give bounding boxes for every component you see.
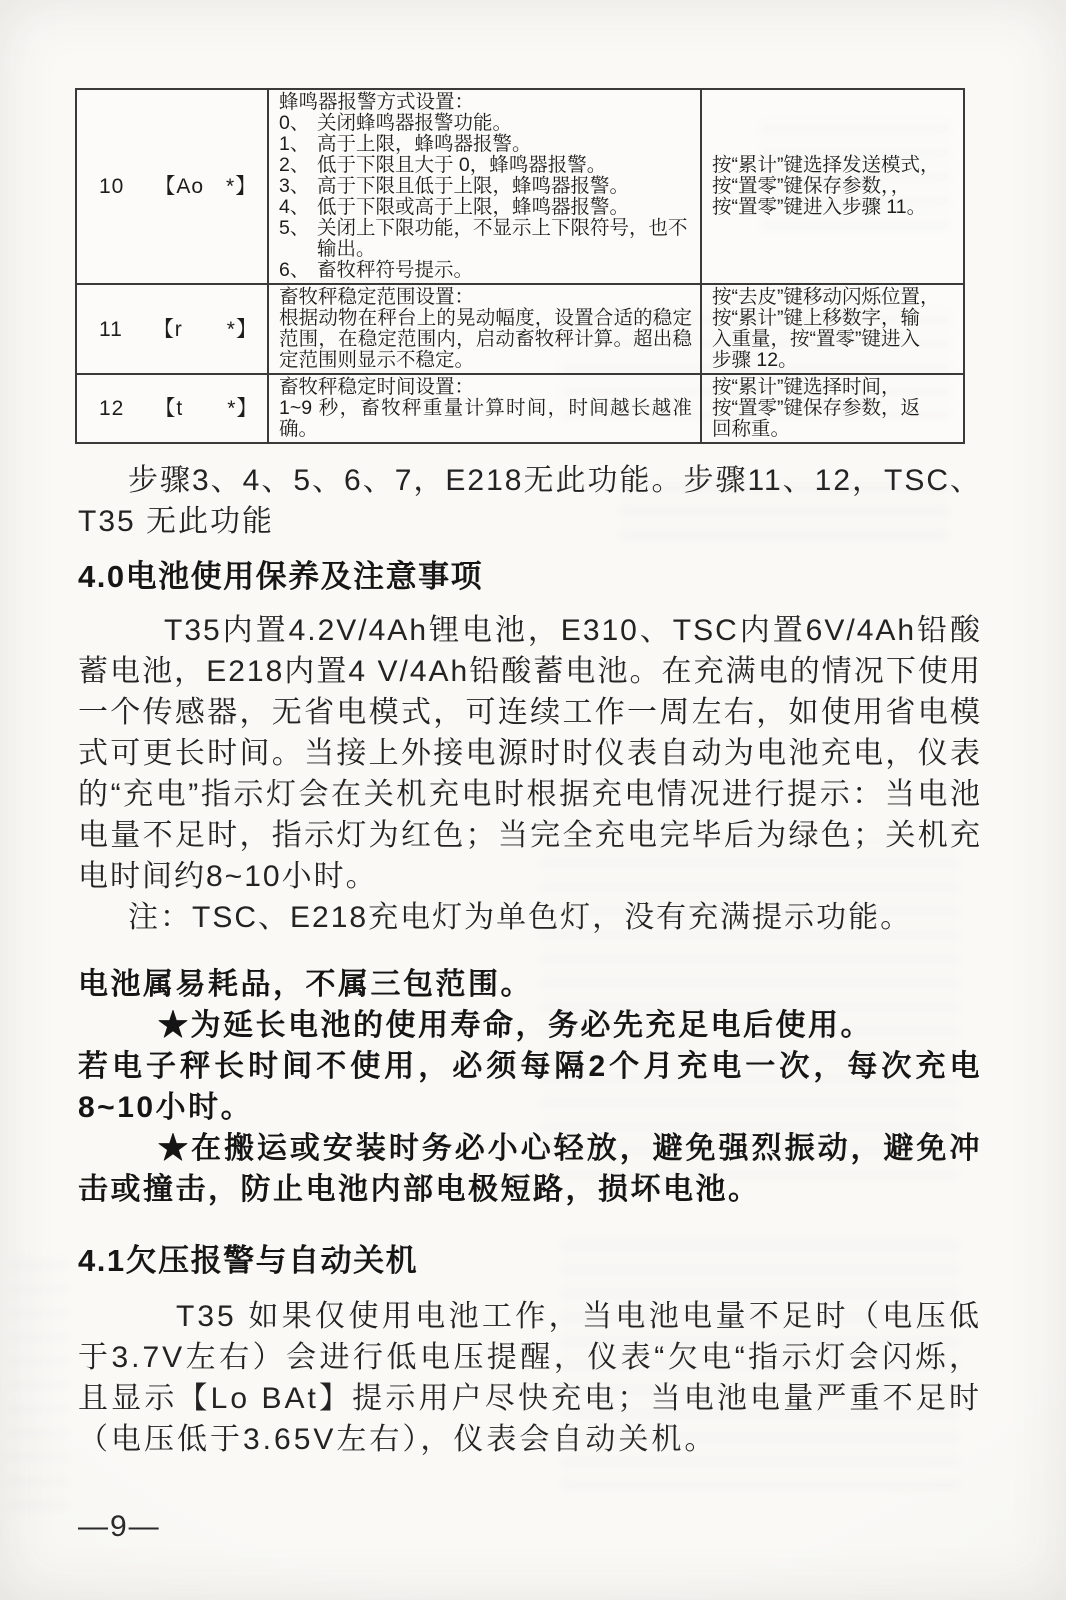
item-text: 关闭上下限功能，不显示上下限符号，也不输出。 bbox=[317, 217, 688, 260]
action-cell bbox=[700, 90, 963, 283]
page-number: —9— bbox=[78, 1510, 161, 1543]
description-title: 蜂鸣器报警方式设置： bbox=[279, 91, 475, 113]
item-number: 3、 bbox=[279, 175, 310, 197]
section-heading-4-0: 4.0电池使用保养及注意事项 bbox=[78, 559, 484, 594]
step-key-code: 【Ao *】 bbox=[154, 175, 258, 198]
description-title: 畜牧秤稳定时间设置： bbox=[279, 376, 475, 398]
para-handling-notice: ★在搬运或安装时务必小心轻放，避免强烈振动，避免冲击或撞击，防止电池内部电极短路，损坏电池。 bbox=[78, 1132, 982, 1206]
list-item bbox=[279, 197, 692, 218]
list-item bbox=[279, 260, 692, 281]
list-item bbox=[279, 176, 692, 197]
action-line: 按“置零”键进入步骤 11。 bbox=[712, 196, 927, 218]
item-number: 1、 bbox=[279, 133, 310, 155]
para-low-voltage-info: T35 如果仅使用电池工作，当电池电量不足时（电压低于3.7V左右）会进行低电压提醒，仪表“欠电“指示灯会闪烁，且显示【Lo BAt】提示用户尽快充电；当电池电量严重不足时（电压低于3.65V左右），仪表会自动关机。 bbox=[78, 1300, 982, 1456]
description-body: 1~9 秒，畜牧秤重量计算时间，时间越长越准确。 bbox=[279, 397, 692, 440]
table-row-step-10 bbox=[77, 90, 963, 283]
settings-table bbox=[75, 88, 965, 444]
action-line: 按“累计”键选择发送模式， bbox=[712, 154, 940, 176]
description-cell bbox=[267, 285, 700, 373]
description-title: 畜牧秤稳定范围设置： bbox=[279, 286, 475, 308]
page-body bbox=[0, 460, 1066, 1544]
item-text: 低于下限或高于上限，蜂鸣器报警。 bbox=[317, 196, 630, 218]
list-item bbox=[279, 134, 692, 155]
action-line: 按“累计”键选择时间， bbox=[712, 376, 901, 398]
description-cell bbox=[267, 375, 700, 442]
action-line: 入重量，按“置零”键进入 bbox=[712, 328, 920, 350]
step-key-code: 【r *】 bbox=[152, 317, 258, 341]
description-cell bbox=[267, 90, 700, 283]
item-text: 畜牧秤符号提示。 bbox=[317, 259, 474, 281]
action-cell bbox=[700, 375, 963, 442]
step-cell bbox=[77, 90, 267, 283]
item-number: 4、 bbox=[279, 196, 310, 218]
action-line: 按“置零”键保存参数，返 bbox=[712, 397, 920, 419]
para-charge-before-use-notice: ★为延长电池的使用寿命，务必先充足电后使用。 bbox=[158, 1009, 873, 1042]
para-step-exceptions: 步骤3、4、5、6、7，E218无此功能。步骤11、12，TSC、T35 无此功能 bbox=[78, 464, 982, 538]
step-number: 11 bbox=[99, 317, 123, 341]
step-number: 10 bbox=[99, 175, 125, 198]
action-line: 按“累计”键上移数字，输 bbox=[712, 307, 920, 329]
step-cell bbox=[77, 375, 267, 442]
section-heading-4-1: 4.1欠压报警与自动关机 bbox=[78, 1243, 419, 1278]
item-number: 0、 bbox=[279, 112, 310, 134]
item-text: 关闭蜂鸣器报警功能。 bbox=[317, 112, 513, 134]
action-line: 回称重。 bbox=[712, 418, 791, 440]
list-item bbox=[279, 155, 692, 176]
list-item bbox=[279, 218, 692, 260]
action-line: 按“去皮”键移动闪烁位置， bbox=[712, 286, 940, 308]
list-item bbox=[279, 113, 692, 134]
item-text: 高于下限且低于上限，蜂鸣器报警。 bbox=[317, 175, 630, 197]
item-text: 低于下限且大于 0，蜂鸣器报警。 bbox=[317, 154, 607, 176]
action-cell bbox=[700, 285, 963, 373]
item-text: 高于上限，蜂鸣器报警。 bbox=[317, 133, 532, 155]
description-body: 根据动物在秤台上的晃动幅度，设置合适的稳定范围，在稳定范围内，启动畜牧秤计算。超出稳定范围则显示不稳定。 bbox=[279, 307, 692, 371]
para-battery-consumable-notice: 电池属易耗品，不属三包范围。 bbox=[78, 968, 533, 1001]
step-number: 12 bbox=[99, 397, 125, 420]
table-row-step-12 bbox=[77, 373, 963, 442]
action-line: 按“置零”键保存参数，， bbox=[712, 175, 911, 197]
step-cell bbox=[77, 285, 267, 373]
item-number: 5、 bbox=[279, 217, 310, 239]
item-number: 2、 bbox=[279, 154, 310, 176]
action-line: 步骤 12。 bbox=[712, 349, 798, 371]
para-battery-info: T35内置4.2V/4Ah锂电池，E310、TSC内置6V/4Ah铅酸蓄电池，E218内置4 V/4Ah铅酸蓄电池。在充满电的情况下使用一个传感器，无省电模式，可连续工作一周左右，如使用省电模式可更长时间。当接上外接电源时时仪表自动为电池充电，仪表的“充电”指示灯会在关机充电时根据充电情况进行提示：当电池电量不足时，指示灯为红色；当完全充电完毕后为绿色；关机充电时间约8~10小时。 bbox=[78, 614, 982, 893]
item-number: 6、 bbox=[279, 259, 310, 281]
table-row-step-11 bbox=[77, 283, 963, 373]
step-key-code: 【t *】 bbox=[154, 397, 259, 420]
para-charge-note: 注：TSC、E218充电灯为单色灯，没有充满提示功能。 bbox=[128, 901, 913, 934]
para-recharge-interval-notice: 若电子秤长时间不使用，必须每隔2个月充电一次，每次充电8~10小时。 bbox=[78, 1050, 982, 1124]
